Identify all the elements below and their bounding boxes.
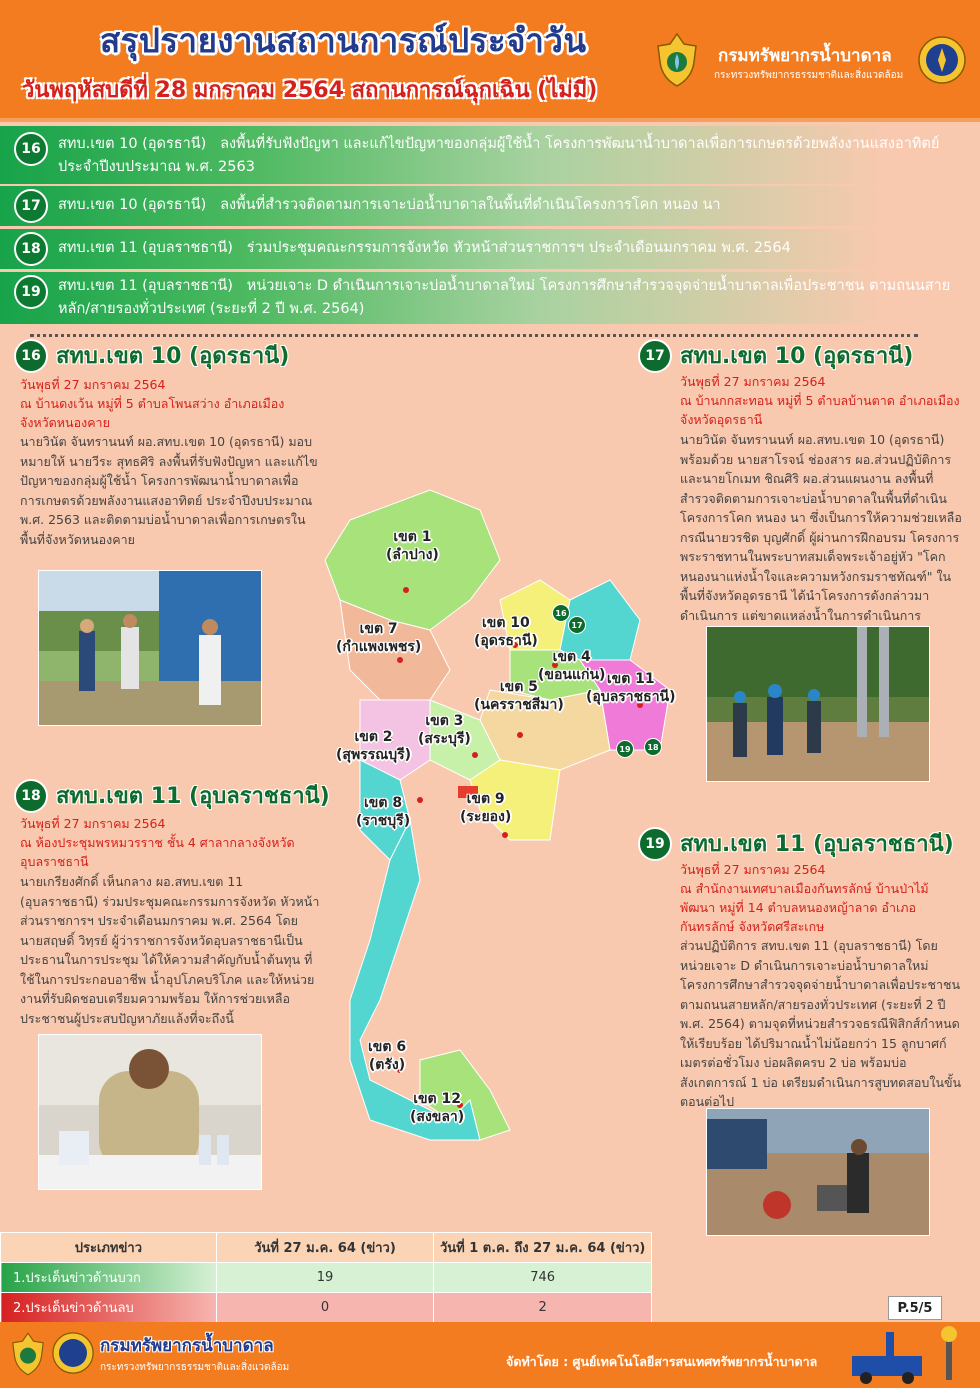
photo-drilling-site xyxy=(707,627,930,782)
summary-text: ร่วมประชุมคณะกรรมการจังหวัด หัวหน้าส่วนราชการฯ ประจำเดือนมกราคม พ.ศ. 2564 xyxy=(246,240,791,256)
table-row xyxy=(1,1263,652,1293)
summary-number: 19 xyxy=(14,275,48,309)
summary-text: ลงพื้นที่สำรวจติดตามการเจาะบ่อน้ำบาดาลในพื้นที่ดำเนินโครงการโคก หนอง นา xyxy=(220,197,721,213)
map-zone-label: เขต 8 (ราชบุรี) xyxy=(356,795,411,829)
ministry-emblem-icon xyxy=(918,36,966,84)
story-number: 19 xyxy=(638,827,672,861)
map-zone-label: เขต 11 (อุบลราชธานี) xyxy=(586,671,676,705)
story-title: สทบ.เขต 10 (อุดรธานี) xyxy=(680,344,914,369)
summary-number: 18 xyxy=(14,232,48,266)
summary-row xyxy=(0,126,980,184)
story-date: วันพุธที่ 27 มกราคม 2564 xyxy=(680,862,826,877)
summary-row xyxy=(0,229,980,269)
story-date: วันพุธที่ 27 มกราคม 2564 xyxy=(680,374,826,389)
drilling-truck-icon xyxy=(846,1326,972,1386)
story-header xyxy=(638,826,954,861)
page-number: P.5/5 xyxy=(888,1296,942,1320)
page-header xyxy=(0,0,980,122)
story-number: 16 xyxy=(14,339,48,373)
summary-row xyxy=(0,186,980,226)
map-zone-label: เขต 6 (ตรัง) xyxy=(368,1039,407,1073)
story-header xyxy=(638,338,913,373)
page-subtitle: วันพฤหัสบดีที่ 28 มกราคม 2564 สถานการณ์ฉุกเฉิน (ไม่มี) xyxy=(22,78,598,103)
department-emblem-icon xyxy=(652,32,702,88)
table-cell: 2 xyxy=(434,1293,652,1323)
photo-meeting xyxy=(39,1035,262,1190)
story-number: 17 xyxy=(638,339,672,373)
table-cell: 1.ประเด็นข่าวด้านบวก xyxy=(1,1263,217,1293)
table-cell: 746 xyxy=(434,1263,652,1293)
story-header xyxy=(14,778,330,813)
summary-row xyxy=(0,272,980,324)
story-date: วันพุธที่ 27 มกราคม 2564 xyxy=(20,816,166,831)
divider xyxy=(30,334,918,337)
table-header: วันที่ 27 ม.ค. 64 (ข่าว) xyxy=(216,1233,434,1263)
story-place: ณ บ้านดงเว้น หมู่ที่ 5 ตำบลโพนสว่าง อำเภอเมือง จังหวัดหนองคาย xyxy=(20,396,285,430)
story-date: วันพุธที่ 27 มกราคม 2564 xyxy=(20,377,166,392)
summary-office: สทบ.เขต 11 (อุบลราชธานี) xyxy=(58,278,233,294)
summary-office: สทบ.เขต 10 (อุดรธานี) xyxy=(58,197,207,213)
table-header: ประเภทข่าว xyxy=(1,1233,217,1263)
photo-survey-equipment xyxy=(707,1109,930,1236)
story-body: นายเกรียงศักดิ์ เห็นกลาง ผอ.สทบ.เขต 11 (อุบลราชธานี) ร่วมประชุมคณะกรรมการจังหวัด หัวหน้าส่วนราชการฯ ประจำเดือนมกราคม พ.ศ. 2564 โดยนายสฤษดิ์ วิทฺรย์ ผู้ว่าราชการจังหวัดอุบลราชธานีเป็นประธานในการประชุม ได้ให้ความสำคัญกับน้ำต้นทุน ที่ใช้ในการประกอบอาชีพ น้ำอุปโภคบริโภค และให้หน่วยงานที่รับผิดชอบเตรียมความพร้อม ให้การช่วยเหลือประชาชนผู้ประสบปัญหาภัยแล้งที่จะถึงนี้ xyxy=(20,874,320,1026)
ministry-emblem-icon xyxy=(52,1332,94,1374)
map-pin: 19 xyxy=(616,740,634,758)
story-place: ณ บ้านกกสะทอน หมู่ที่ 5 ตำบลบ้านตาด อำเภอเมือง จังหวัดอุดรธานี xyxy=(680,393,960,427)
summary-office: สทบ.เขต 10 (อุดรธานี) xyxy=(58,136,207,152)
map-zone-label: เขต 12 (สงขลา) xyxy=(410,1091,465,1125)
map-pin: 16 xyxy=(552,604,570,622)
table-cell: 2.ประเด็นข่าวด้านลบ xyxy=(1,1293,217,1323)
table-cell: 19 xyxy=(216,1263,434,1293)
department-emblem-icon xyxy=(8,1330,48,1378)
header-ministry: กระทรวงทรัพยากรธรรมชาติและสิ่งแวดล้อม xyxy=(714,70,904,81)
story-photo xyxy=(706,626,930,782)
table-row xyxy=(1,1293,652,1323)
story-photo xyxy=(38,1034,262,1190)
story-header xyxy=(14,338,289,373)
summary-text: หน่วยเจาะ D ดำเนินการเจาะบ่อน้ำบาดาลใหม่ โครงการศึกษาสำรวจจุดจ่ายน้ำบาดาลเพื่อประชาชน ตามถนนสายหลัก/สายรองทั่วประเทศ (ระยะที่ 2 ปี พ.ศ. 2564) xyxy=(58,278,951,317)
story-place: ณ สำนักงานเทศบาลเมืองกันทรลักษ์ บ้านป่าไม้พัฒนา หมู่ที่ 14 ตำบลหนองหญ้าลาด อำเภอกันทรลักษ์ จังหวัดศรีสะเกษ xyxy=(680,881,929,934)
story-body: นายวินัต จันทรานนท์ ผอ.สทบ.เขต 10 (อุดรธานี) มอบหมายให้ นายวีระ สุทธศิริ ลงพื้นที่รับฟังปัญหา และแก้ไขปัญหาของกลุ่มผู้ใช้น้ำ โครงการพัฒนาน้ำบาดาลเพื่อการเกษตรด้วยพลังงานแสงอาทิตย์ ประจำปีงบประมาณ พ.ศ. 2563 และติดตามบ่อน้ำบาดาลเพื่อการเกษตรในพื้นที่จังหวัดหนองคาย xyxy=(20,434,318,547)
page-title: สรุปรายงานสถานการณ์ประจำวัน xyxy=(100,21,587,60)
story-number: 18 xyxy=(14,779,48,813)
story-title: สทบ.เขต 10 (อุดรธานี) xyxy=(56,344,290,369)
map-pin: 17 xyxy=(568,616,586,634)
footer-org-name: กรมทรัพยากรน้ำบาดาล xyxy=(100,1336,274,1356)
story-body: ส่วนปฏิบัติการ สทบ.เขต 11 (อุบลราชธานี) โดยหน่วยเจาะ D ดำเนินการเจาะบ่อน้ำบาดาลใหม่ โครงการศึกษาสำรวจจุดจ่ายน้ำบาดาลเพื่อประชาชน ตามถนนสายหลัก/สายรองทั่วประเทศ (ระยะที่ 2 ปี พ.ศ. 2564) ตามจุดที่หน่วยสำรวจธรณีฟิสิกส์กำหนดให้เรียบร้อย ได้ปริมาณน้ำไม่น้อยกว่า 15 ลูกบาศก์เมตรต่อชั่วโมง บ่อผลิตครบ 2 บ่อ พร้อมบ่อสังเกตการณ์ 1 บ่อ เตรียมดำเนินการสูบทดสอบในขั้นตอนต่อไป xyxy=(680,938,962,1109)
summary-number: 16 xyxy=(14,132,48,166)
map-zone-label: เขต 3 (สระบุรี) xyxy=(418,713,471,747)
photo-field-visit xyxy=(39,571,262,726)
story-photo xyxy=(706,1108,930,1236)
summary-text: ลงพื้นที่รับฟังปัญหา และแก้ไขปัญหาของกลุ่มผู้ใช้น้ำ โครงการพัฒนาน้ำบาดาลเพื่อการเกษตรด้วยพลังงานแสงอาทิตย์ ประจำปีงบประมาณ พ.ศ. 2563 xyxy=(58,136,940,175)
footer-ministry: กระทรวงทรัพยากรธรรมชาติและสิ่งแวดล้อม xyxy=(100,1362,290,1373)
story-body: นายวินัต จันทรานนท์ ผอ.สทบ.เขต 10 (อุดรธานี) พร้อมด้วย นายสาโรจน์ ช่องสาร ผอ.ส่วนปฏิบัติการ และนายโกเมท ชิณศิริ ผอ.ส่วนแผนงาน ลงพื้นที่สำรวจติดตามการเจาะบ่อน้ำบาดาลในพื้นที่ดำเนินโครงการโคก หนอง นา ซึ่งเป็นการให้ความช่วยเหลือ กรณีนายวรชิต บุญศักดิ์ ผู้ผ่านการฝึกอบรม โครงการพระราชทานในพระบาทสมเด็จพระเจ้าอยู่หัว "โคกหนองนาแห่งน้ำใจและความหวังกรมราชทัณฑ์" ในพื้นที่จังหวัดอุดรธานี ได้นำโครงการดังกล่าวมาดำเนินการ แต่ขาดแหล่งน้ำในการดำเนินการ xyxy=(680,432,962,623)
map-zone-label: เขต 10 (อุดรธานี) xyxy=(474,615,538,649)
map-zone-label: เขต 5 (นครราชสีมา) xyxy=(474,679,564,713)
page-footer xyxy=(0,1322,980,1388)
map-zone-label: เขต 9 (ระยอง) xyxy=(460,791,512,825)
map-zone-label: เขต 1 (ลำปาง) xyxy=(386,529,439,563)
map-zone-label: เขต 4 (ขอนแก่น) xyxy=(538,649,606,683)
news-stats-table xyxy=(0,1232,652,1323)
footer-credit: จัดทำโดย : ศูนย์เทคโนโลยีสารสนเทศทรัพยากรน้ำบาดาล xyxy=(506,1354,818,1369)
story-photo xyxy=(38,570,262,726)
table-header: วันที่ 1 ต.ค. ถึง 27 ม.ค. 64 (ข่าว) xyxy=(434,1233,652,1263)
story-title: สทบ.เขต 11 (อุบลราชธานี) xyxy=(56,784,330,809)
map-zone-label: เขต 7 (กำแพงเพชร) xyxy=(336,621,422,655)
thailand-region-map xyxy=(310,480,690,1160)
table-cell: 0 xyxy=(216,1293,434,1323)
summary-number: 17 xyxy=(14,189,48,223)
story-place: ณ ห้องประชุมพรหมวรราช ชั้น 4 ศาลากลางจังหวัดอุบลราชธานี xyxy=(20,835,295,869)
map-zone-label: เขต 2 (สุพรรณบุรี) xyxy=(336,729,412,763)
map-pin: 18 xyxy=(644,738,662,756)
header-org-name: กรมทรัพยากรน้ำบาดาล xyxy=(718,46,892,66)
summary-office: สทบ.เขต 11 (อุบลราชธานี) xyxy=(58,240,233,256)
story-title: สทบ.เขต 11 (อุบลราชธานี) xyxy=(680,832,954,857)
